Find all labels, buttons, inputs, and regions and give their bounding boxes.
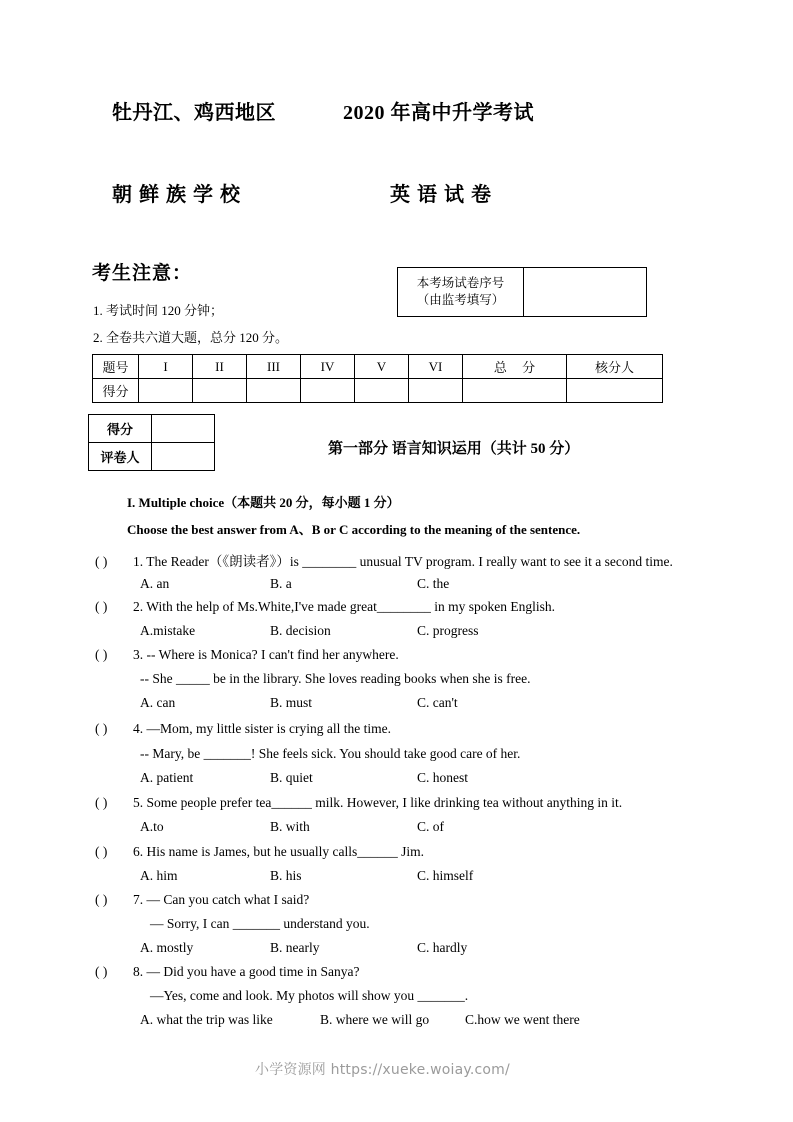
question-2-stem <box>95 599 555 615</box>
question-6-answer-paren[interactable]: ( ) <box>95 844 108 859</box>
question-4-subline: -- Mary, be _______! She feels sick. You should take good care of her. <box>140 746 521 761</box>
question-3-text: -- Where is Monica? I can't find her anywhere. <box>146 647 399 662</box>
question-3-options <box>140 695 458 711</box>
marker-box-marker-value[interactable] <box>152 443 215 471</box>
question-1-text: The Reader（《朗读者》）is ________ unusual TV program. I really want to see it a second time. <box>146 554 673 569</box>
score-cell-checker[interactable] <box>567 379 663 403</box>
marker-box-score-value[interactable] <box>152 415 215 443</box>
question-4-stem <box>95 721 391 737</box>
exam-name-title: 2020 年高中升学考试 <box>343 102 534 124</box>
question-8-number: 8. <box>133 964 144 979</box>
exam-sequence-box <box>397 267 647 317</box>
question-5-stem <box>95 795 622 811</box>
question-3-number: 3. <box>133 647 144 662</box>
question-2-answer-paren[interactable]: ( ) <box>95 599 108 614</box>
question-7-answer-paren[interactable]: ( ) <box>95 892 108 907</box>
score-cell-2[interactable] <box>193 379 247 403</box>
question-5-text: Some people prefer tea______ milk. However, I like drinking tea without anything in it. <box>146 795 623 810</box>
question-8-text: — Did you have a good time in Sanya? <box>146 964 360 979</box>
question-1-option-c[interactable]: C. the <box>417 576 450 591</box>
question-1-stem <box>95 550 673 570</box>
marker-box-marker-label: 评卷人 <box>89 443 152 471</box>
seq-box-label-line1: 本考场试卷序号 <box>416 276 505 291</box>
question-6-stem <box>95 844 424 860</box>
question-5-options <box>140 819 444 835</box>
subject-title: 英语试卷 <box>390 184 498 206</box>
section-multiple-choice-heading: I. Multiple choice（本题共 20 分，每小题 1 分） <box>127 495 400 510</box>
question-7-option-a[interactable]: A. mostly <box>140 940 194 955</box>
score-cell-1[interactable] <box>139 379 193 403</box>
part-one-title: 第一部分 语言知识运用（共计 50 分） <box>328 441 580 457</box>
school-type-title: 朝鲜族学校 <box>112 184 247 206</box>
marker-box-score-label: 得分 <box>89 415 152 443</box>
question-2-option-b[interactable]: B. decision <box>270 623 331 638</box>
question-3-answer-paren[interactable]: ( ) <box>95 647 108 662</box>
question-7-option-c[interactable]: C. hardly <box>417 940 468 955</box>
score-table-col-6: VI <box>409 355 463 379</box>
question-2-text: With the help of Ms.White,I've made great________ in my spoken English. <box>146 599 555 614</box>
question-6-text: His name is James, but he usually calls______ Jim. <box>146 844 424 859</box>
question-7-number: 7. <box>133 892 144 907</box>
score-table-col-4: IV <box>301 355 355 379</box>
question-1-number: 1. <box>133 554 144 569</box>
score-table-col-checker: 核分人 <box>567 355 663 379</box>
score-cell-6[interactable] <box>409 379 463 403</box>
question-5-option-c[interactable]: C. of <box>417 819 444 834</box>
question-5-answer-paren[interactable]: ( ) <box>95 795 108 810</box>
score-table-header-row <box>93 355 663 379</box>
marker-score-box <box>88 414 215 471</box>
question-2-option-a[interactable]: A.mistake <box>140 623 196 638</box>
question-3-option-c[interactable]: C. can't <box>417 695 458 710</box>
site-watermark: 小学资源网 https://xueke.woiay.com/ <box>255 1062 510 1078</box>
question-7-text: — Can you catch what I said? <box>146 892 310 907</box>
question-8-subline: —Yes, come and look. My photos will show you _______. <box>150 988 469 1003</box>
section-multiple-choice-instruction: Choose the best answer from A、B or C according to the meaning of the sentence. <box>127 522 581 537</box>
score-cell-4[interactable] <box>301 379 355 403</box>
score-table-col-5: V <box>355 355 409 379</box>
score-table-col-total: 总 分 <box>463 355 567 379</box>
question-2-number: 2. <box>133 599 144 614</box>
notice-line-1: 1. 考试时间 120 分钟； <box>93 303 224 318</box>
candidate-notice-heading: 考生注意： <box>92 263 193 284</box>
question-5-option-a[interactable]: A.to <box>140 819 164 834</box>
question-6-option-a[interactable]: A. him <box>140 868 178 883</box>
question-8-option-a[interactable]: A. what the trip was like <box>140 1012 273 1027</box>
marker-box-marker-row <box>89 443 215 471</box>
score-cell-3[interactable] <box>247 379 301 403</box>
seq-box-value-cell[interactable] <box>524 268 647 317</box>
question-7-subline: — Sorry, I can _______ understand you. <box>150 916 370 931</box>
seq-box-label-cell <box>398 268 524 317</box>
score-table-row-label-score: 得分 <box>93 379 139 403</box>
question-8-option-c[interactable]: C.how we went there <box>465 1012 580 1027</box>
question-6-option-c[interactable]: C. himself <box>417 868 474 883</box>
question-2-options <box>140 623 479 639</box>
question-6-number: 6. <box>133 844 144 859</box>
question-3-option-a[interactable]: A. can <box>140 695 176 710</box>
score-table-col-1: I <box>139 355 193 379</box>
score-table-row-label-question: 题号 <box>93 355 139 379</box>
marker-box-score-row <box>89 415 215 443</box>
header-title-row-2 <box>0 178 793 212</box>
question-6-options <box>140 868 473 884</box>
question-2-option-c[interactable]: C. progress <box>417 623 479 638</box>
question-7-stem <box>95 892 309 908</box>
seq-box-row <box>398 268 647 317</box>
question-1-option-a[interactable]: A. an <box>140 576 170 591</box>
question-3-subline: -- She _____ be in the library. She loves reading books when she is free. <box>140 671 531 686</box>
score-table-col-2: II <box>193 355 247 379</box>
question-4-option-b[interactable]: B. quiet <box>270 770 313 785</box>
score-table-col-3: III <box>247 355 301 379</box>
question-8-option-b[interactable]: B. where we will go <box>320 1012 430 1027</box>
question-4-text: —Mom, my little sister is crying all the time. <box>146 721 391 736</box>
score-cell-5[interactable] <box>355 379 409 403</box>
question-8-options <box>140 1012 580 1028</box>
school-region-title: 牡丹江、鸡西地区 <box>112 102 276 124</box>
question-8-stem <box>95 964 359 980</box>
question-1-option-b[interactable]: B. a <box>270 576 292 591</box>
question-7-option-b[interactable]: B. nearly <box>270 940 320 955</box>
question-4-answer-paren[interactable]: ( ) <box>95 721 108 736</box>
question-1-options <box>140 576 449 592</box>
question-4-option-a[interactable]: A. patient <box>140 770 194 785</box>
question-1-answer-paren[interactable]: ( ) <box>95 554 108 569</box>
question-7-options <box>140 940 467 956</box>
question-4-number: 4. <box>133 721 144 736</box>
seq-box-label-line2: （由监考填写） <box>416 293 505 307</box>
question-8-answer-paren[interactable]: ( ) <box>95 964 108 979</box>
question-6-option-b[interactable]: B. his <box>270 868 302 883</box>
question-3-option-b[interactable]: B. must <box>270 695 313 710</box>
header-title-row-1 <box>0 96 793 130</box>
notice-line-2: 2. 全卷共六道大题，总分 120 分。 <box>93 330 289 345</box>
question-5-number: 5. <box>133 795 144 810</box>
question-3-stem <box>95 647 399 663</box>
score-cell-total[interactable] <box>463 379 567 403</box>
question-4-options <box>140 770 468 786</box>
score-table-score-row <box>93 379 663 403</box>
score-summary-table <box>92 354 663 403</box>
question-5-option-b[interactable]: B. with <box>270 819 310 834</box>
question-4-option-c[interactable]: C. honest <box>417 770 469 785</box>
